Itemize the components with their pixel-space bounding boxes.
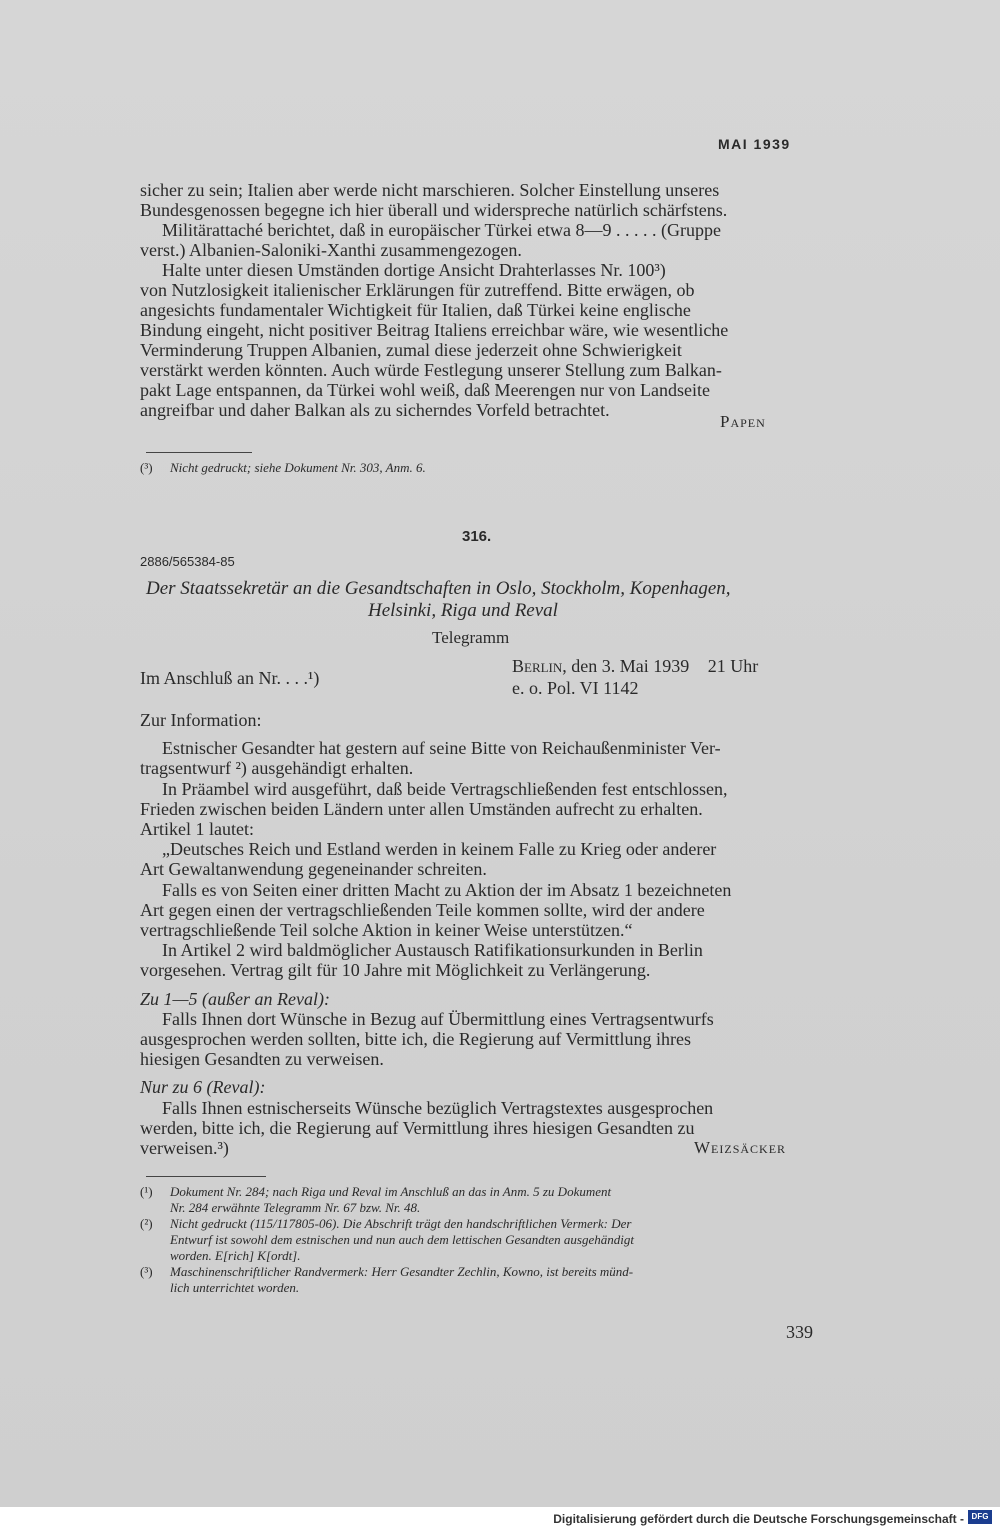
text-line: vorgesehen. Vertrag gilt für 10 Jahre mit Möglichkeit zu Verlängerung. bbox=[140, 960, 651, 981]
text-line: vertragschließende Teil solche Aktion in keiner Weise unterstützen.“ bbox=[140, 920, 633, 941]
text-line: Falls Ihnen dort Wünsche in Bezug auf Übermittlung eines Vertragsentwurfs bbox=[162, 1008, 714, 1029]
text-line: Verminderung Truppen Albanien, zumal diese jederzeit ohne Schwierigkeit bbox=[140, 340, 682, 360]
footnotes bbox=[140, 1184, 810, 1296]
document-title-line: Der Staatssekretär an die Gesandtschaften in Oslo, Stockholm, Kopenhagen, bbox=[146, 578, 731, 599]
text-line: „Deutsches Reich und Estland werden in keinem Falle zu Krieg oder anderer bbox=[162, 839, 717, 860]
text-line: angreifbar und daher Balkan als zu sicherndes Vorfeld betrachtet. bbox=[140, 400, 610, 420]
footnote-item bbox=[140, 1216, 810, 1264]
footnote-line bbox=[140, 1184, 810, 1200]
footnote-line bbox=[140, 1232, 810, 1248]
signature-weizsaecker: Weizsäcker bbox=[694, 1138, 787, 1157]
archive-reference: 2886/565384-85 bbox=[140, 554, 235, 569]
footnote-rule bbox=[146, 452, 252, 453]
footnote-line bbox=[140, 1248, 810, 1264]
text-line: Falls Ihnen estnischerseits Wünsche bezüglich Vertragstextes ausgesprochen bbox=[162, 1097, 714, 1118]
text-line: hiesigen Gesandten zu verweisen. bbox=[140, 1049, 384, 1070]
text-line: verweisen.³) bbox=[140, 1138, 229, 1159]
footnote-line bbox=[140, 1264, 810, 1280]
text-line: In Artikel 2 wird baldmöglicher Austausch Ratifikationsurkunden in Berlin bbox=[162, 940, 703, 961]
text-line: verstärkt werden könnten. Auch würde Festlegung unserer Stellung zum Balkan- bbox=[140, 360, 722, 380]
dateline bbox=[512, 656, 758, 677]
footnote-rule bbox=[146, 1176, 266, 1177]
footnote-item bbox=[140, 1264, 810, 1296]
text-line: Art Gewaltanwendung gegeneinander schreiten. bbox=[140, 859, 487, 880]
text-line: pakt Lage entspannen, da Türkei wohl weiß, daß Meerengen nur von Landseite bbox=[140, 380, 710, 400]
signature-papen: Papen bbox=[720, 412, 766, 431]
text-line: angesichts fundamentaler Wichtigkeit für Italien, daß Türkei keine englische bbox=[140, 300, 691, 320]
footnote-text: Maschinenschriftlicher Randvermerk: Herr Gesandter Zechlin, Kowno, ist bereits münd- bbox=[170, 1264, 634, 1279]
text-line: Bundesgenossen begegne ich hier überall und widerspreche natürlich schärfstens. bbox=[140, 200, 728, 220]
text-line: Zu 1—5 (außer an Reval): bbox=[140, 988, 330, 1009]
footnote-line bbox=[140, 1280, 810, 1296]
footnote-text: Nicht gedruckt; siehe Dokument Nr. 303, Anm. 6. bbox=[170, 460, 426, 475]
footnote-item bbox=[140, 1184, 810, 1216]
footnote-text: Entwurf ist sowohl dem estnischen und nun auch dem lettischen Gesandten ausgehändigt bbox=[170, 1232, 634, 1247]
footnote-text: Dokument Nr. 284; nach Riga und Reval im Anschluß an das in Anm. 5 zu Dokument bbox=[170, 1184, 612, 1199]
text-line: sicher zu sein; Italien aber werde nicht marschieren. Solcher Einstellung unseres bbox=[140, 180, 720, 200]
time: 21 Uhr bbox=[707, 656, 759, 676]
place: Berlin, bbox=[512, 656, 567, 676]
footnote-item bbox=[140, 460, 810, 476]
text-line: verst.) Albanien-Saloniki-Xanthi zusammengezogen. bbox=[140, 240, 522, 260]
text-line: Halte unter diesen Umständen dortige Ansicht Drahterlasses Nr. 100³) bbox=[162, 260, 666, 280]
footnote-number: (³) bbox=[140, 1264, 153, 1279]
document-body bbox=[140, 710, 810, 1158]
text-line: Art gegen einen der vertragschließenden Teile kommen sollte, wird der andere bbox=[140, 899, 705, 920]
footnote-text: Nicht gedruckt (115/117805-06). Die Abschrift trägt den handschriftlichen Vermerk: Der bbox=[170, 1216, 632, 1231]
footnote-line bbox=[140, 1216, 810, 1232]
footnote-text: lich unterrichtet worden. bbox=[170, 1280, 300, 1295]
text-line: Militärattaché berichtet, daß in europäischer Türkei etwa 8—9 . . . . . (Gruppe bbox=[162, 220, 721, 240]
footnote-number: (¹) bbox=[140, 1184, 153, 1199]
footnote-line bbox=[140, 1200, 810, 1216]
text-line: Zur Information: bbox=[140, 710, 262, 730]
text-line: Artikel 1 lautet: bbox=[140, 819, 254, 840]
date: den 3. Mai 1939 bbox=[571, 656, 690, 676]
text-line: Estnischer Gesandter hat gestern auf seine Bitte von Reichaußenminister Ver- bbox=[162, 738, 721, 759]
text-line: werden, bitte ich, die Regierung auf Vermittlung ihres hiesigen Gesandten zu bbox=[140, 1117, 695, 1138]
running-header: MAI 1939 bbox=[718, 136, 791, 152]
footnote-text: worden. E[rich] K[ordt]. bbox=[170, 1248, 301, 1263]
text-line: Nur zu 6 (Reval): bbox=[140, 1077, 266, 1098]
document-type: Telegramm bbox=[432, 628, 510, 647]
text-line: tragsentwurf ²) ausgehändigt erhalten. bbox=[140, 758, 414, 779]
dfg-logo: DFG bbox=[968, 1510, 992, 1524]
text-line: Bindung eingeht, nicht positiver Beitrag Italiens erreichbar wäre, wie wesentliche bbox=[140, 320, 729, 340]
file-reference: e. o. Pol. VI 1142 bbox=[512, 678, 639, 698]
footnote-text: Nr. 284 erwähnte Telegramm Nr. 67 bzw. Nr. 48. bbox=[170, 1200, 421, 1215]
text-line: von Nutzlosigkeit italienischer Erklärungen für zutreffend. Bitte erwägen, ob bbox=[140, 280, 695, 300]
document-title-line: Helsinki, Riga und Reval bbox=[368, 600, 558, 621]
continuation-text bbox=[140, 180, 810, 420]
document-number: 316. bbox=[462, 528, 492, 545]
footnote-number: (³) bbox=[140, 460, 153, 475]
reference-note: Im Anschluß an Nr. . . .¹) bbox=[140, 668, 320, 688]
footer-credit: Digitalisierung gefördert durch die Deutsche Forschungsgemeinschaft - bbox=[553, 1512, 964, 1526]
footnote-number: (²) bbox=[140, 1216, 153, 1231]
text-line: Frieden zwischen beiden Ländern unter allen Umständen aufrecht zu erhalten. bbox=[140, 798, 703, 819]
page-number: 339 bbox=[786, 1322, 813, 1342]
text-line: ausgesprochen werden sollten, bitte ich, die Regierung auf Vermittlung ihres bbox=[140, 1029, 692, 1050]
text-line: Falls es von Seiten einer dritten Macht zu Aktion der im Absatz 1 bezeichneten bbox=[162, 879, 732, 900]
document-title bbox=[140, 578, 810, 622]
text-line: In Präambel wird ausgeführt, daß beide Vertragschließenden fest entschlossen, bbox=[162, 778, 728, 799]
